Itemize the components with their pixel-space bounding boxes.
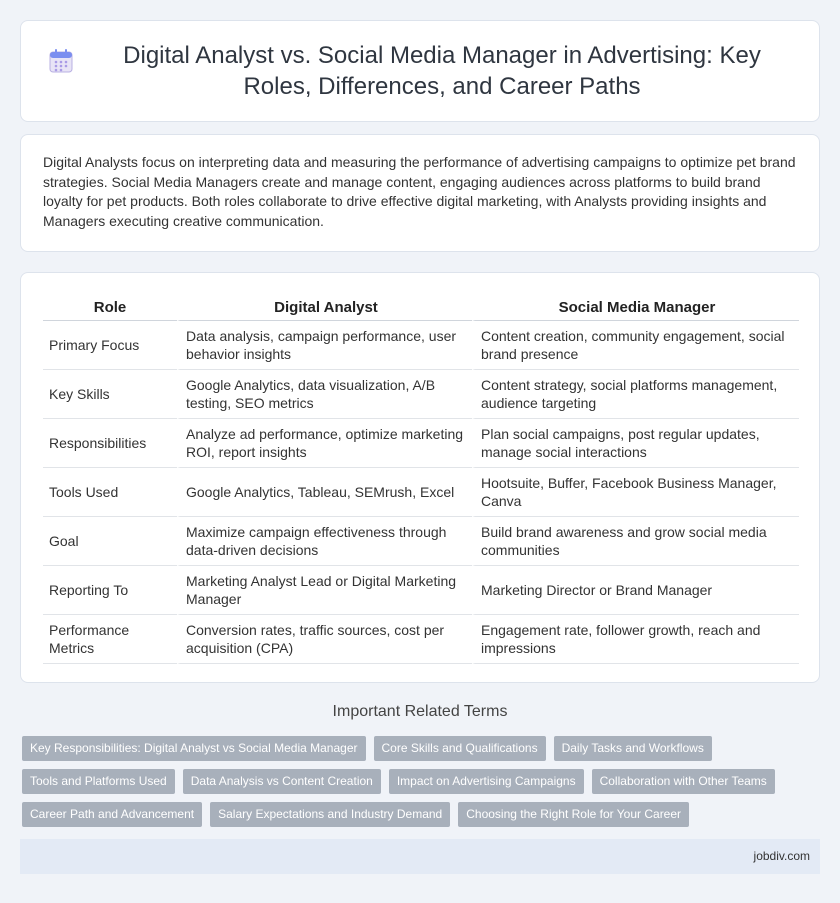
header-card — [20, 20, 820, 122]
table-row — [43, 517, 799, 566]
digital-analyst-cell: Google Analytics, data visualization, A/B testing, SEO metrics — [177, 370, 472, 419]
footer — [20, 839, 820, 874]
related-term-tag[interactable]: Impact on Advertising Campaigns — [389, 769, 584, 794]
social-media-manager-cell: Engagement rate, follower growth, reach and impressions — [472, 615, 799, 664]
row-label: Goal — [43, 517, 177, 566]
row-label: Primary Focus — [43, 321, 177, 370]
calendar-icon — [48, 48, 74, 74]
related-term-tag[interactable]: Key Responsibilities: Digital Analyst vs Social Media Manager — [22, 736, 366, 761]
table-row — [43, 370, 799, 419]
digital-analyst-cell: Marketing Analyst Lead or Digital Marketing Manager — [177, 566, 472, 615]
row-label: Responsibilities — [43, 419, 177, 468]
table-row — [43, 566, 799, 615]
social-media-manager-cell: Build brand awareness and grow social media communities — [472, 517, 799, 566]
row-label: Key Skills — [43, 370, 177, 419]
comparison-card — [20, 272, 820, 683]
intro-paragraph: Digital Analysts focus on interpreting data and measuring the performance of advertising campaigns to optimize pet brand strategies. Social Media Managers create and manage content, engaging audiences across platforms to build brand loyalty for pet products. Both roles collaborate to drive effective digital marketing, with Analysts providing insights and Managers executing creative communication. — [43, 154, 796, 229]
row-label: Performance Metrics — [43, 615, 177, 664]
digital-analyst-cell: Maximize campaign effectiveness through data-driven decisions — [177, 517, 472, 566]
table-row — [43, 468, 799, 517]
related-terms-tags — [22, 736, 822, 835]
related-term-tag[interactable]: Salary Expectations and Industry Demand — [210, 802, 450, 827]
comparison-table — [43, 295, 799, 664]
digital-analyst-cell: Conversion rates, traffic sources, cost per acquisition (CPA) — [177, 615, 472, 664]
column-header-social-media-manager: Social Media Manager — [472, 295, 799, 321]
related-term-tag[interactable]: Choosing the Right Role for Your Career — [458, 802, 689, 827]
related-term-tag[interactable]: Data Analysis vs Content Creation — [183, 769, 381, 794]
digital-analyst-cell: Data analysis, campaign performance, user behavior insights — [177, 321, 472, 370]
table-row — [43, 615, 799, 664]
intro-card — [20, 134, 820, 252]
table-row — [43, 321, 799, 370]
social-media-manager-cell: Marketing Director or Brand Manager — [472, 566, 799, 615]
related-term-tag[interactable]: Collaboration with Other Teams — [592, 769, 775, 794]
column-header-role: Role — [43, 295, 177, 321]
table-row — [43, 419, 799, 468]
row-label: Reporting To — [43, 566, 177, 615]
digital-analyst-cell: Google Analytics, Tableau, SEMrush, Excel — [177, 468, 472, 517]
digital-analyst-cell: Analyze ad performance, optimize marketing ROI, report insights — [177, 419, 472, 468]
related-terms-heading: Important Related Terms — [332, 703, 508, 720]
page-title: Digital Analyst vs. Social Media Manager in Advertising: Key Roles, Differences, and Career Paths — [123, 42, 761, 100]
related-term-tag[interactable]: Tools and Platforms Used — [22, 769, 175, 794]
social-media-manager-cell: Hootsuite, Buffer, Facebook Business Manager, Canva — [472, 468, 799, 517]
social-media-manager-cell: Content creation, community engagement, social brand presence — [472, 321, 799, 370]
tag-row — [22, 769, 822, 794]
tag-row — [22, 736, 822, 761]
related-term-tag[interactable]: Career Path and Advancement — [22, 802, 202, 827]
related-term-tag[interactable]: Core Skills and Qualifications — [374, 736, 546, 761]
row-label: Tools Used — [43, 468, 177, 517]
social-media-manager-cell: Plan social campaigns, post regular updates, manage social interactions — [472, 419, 799, 468]
tag-row — [22, 802, 822, 827]
column-header-digital-analyst: Digital Analyst — [177, 295, 472, 321]
table-header-row — [43, 295, 799, 321]
related-term-tag[interactable]: Daily Tasks and Workflows — [554, 736, 712, 761]
social-media-manager-cell: Content strategy, social platforms management, audience targeting — [472, 370, 799, 419]
footer-site-link[interactable]: jobdiv.com — [753, 849, 810, 863]
